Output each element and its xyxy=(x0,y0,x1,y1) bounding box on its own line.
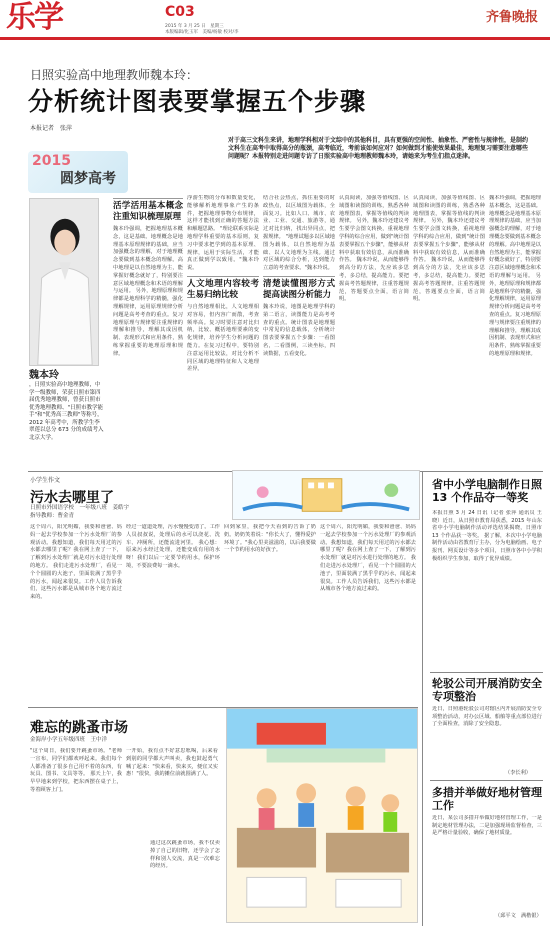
story1-title: 污水去哪里了 xyxy=(30,490,114,506)
story-section-label: 小学生作文 xyxy=(30,477,61,484)
story1-column-2 xyxy=(126,524,220,702)
story1-meta xyxy=(30,504,230,520)
flea-market-illustration xyxy=(226,708,418,923)
side-item3-author: （邱平文 满楷银） xyxy=(495,913,542,919)
feature-column-6 xyxy=(489,195,541,465)
story2-paragraph: 一开始，我有点不好意思吆喝，后来看到别的同学都大声叫卖，我也鼓起勇气喊了起来："快来看，快来买，便宜又实惠！"很快，我的摊位前就围满了人。 xyxy=(126,748,218,778)
side-item2-text: 近日，日照港轮驳公司对辖区内开展消防安全专项整治活动，对办公区域、船舶等重点部位进行了全面检查，消除了安全隐患。 xyxy=(432,706,542,728)
story1-author: 日照市外国语学校 一年级八班 姜皓宇 xyxy=(30,505,130,511)
side-item2-title: 轮驳公司开展消防安全专项整治 xyxy=(432,677,542,703)
story1-column-1 xyxy=(30,524,122,702)
section-logo: 乐学 xyxy=(6,0,62,35)
feature-column-1 xyxy=(113,195,183,465)
feature-subhead-2: 人文地理内容较考生易归纳比较 xyxy=(187,276,259,301)
teacher-name: 魏本玲 xyxy=(29,370,59,381)
article-byline: 本报记者 张萍 xyxy=(30,125,73,132)
feature-paragraph: 魏本玲说，地图是地理学科的第二语言，读图能力是高考考查的重点。统计图表是地理题中常见的信息载体，分析统计图表要掌握五个步骤：一看图名，二看图例，三读坐标，四读数据，五看变化。 xyxy=(263,303,335,357)
story1-paragraph: 这个周六，阳光明媚，我要和爸爸、妈妈一起去学校参加一个污水处理厂的参观活动。我想知道，我们每天用过的污水都去哪里了呢？我在网上查了一下，了解到污水处理厂就是对污水进行处理的地方。 我们走进污水处理厂，看见一个个圆圆的大池子，里面装满了黑乎乎的污水，闻起来很臭。工作人员告诉我们，这些污水都是从城市各个地方流过来的。 xyxy=(320,524,416,593)
feature-subhead-1: 活学活用基本概念注重知识梳理原理 xyxy=(113,198,183,223)
story1-paragraph: 这个周六，阳光明媚，我要和爸爸、妈妈一起去学校参加一个污水处理厂的参观活动。我想知道，我们每天用过的污水都去哪里了呢？我在网上查了一下，了解到污水处理厂就是对污水进行处理的地方。 我们走进污水处理厂，看见一个个圆圆的大池子，里面装满了黑乎乎的污水，闻起来很臭。工作人员告诉我们，这些污水都是从城市各个地方流过来的。 xyxy=(30,524,122,601)
sidebar-divider xyxy=(430,672,543,673)
sidebar-divider xyxy=(422,471,423,926)
story1-paragraph: 回到家里，我把今天看到的告诉了奶奶。奶奶笑着说："你长大了，懂得爱护环境了。"我心里美滋滋的，以后我要做一个节约用水的好孩子。 xyxy=(224,524,316,554)
side-item3-text: 近日，某公司多措并举做好地材管理工作，一是制定地材管理办法，二是加强现场监督检查，三是严格计量验收，确保了地材质量。 xyxy=(432,815,542,837)
feature-column-2 xyxy=(187,195,259,465)
article-headline: 分析统计图表要掌握五个步骤 xyxy=(28,87,367,116)
story2-title: 难忘的跳蚤市场 xyxy=(30,720,128,736)
side-item3-title: 多措并举做好地材管理工作 xyxy=(432,786,542,812)
story1-teacher: 指导教师：曹金青 xyxy=(30,513,75,519)
editor-credits: 本版编辑/化玉军 美编/杨敏 校对/李 xyxy=(165,30,239,35)
feature-paragraph: 认真阅读，加强等值线图、区域图和读图的训练，熟悉各种地理图表，掌握等值线的判读规律。 另外，魏本玲还建议考生要学会图文转换，重视地理学科的综合应用，做到"统计图表要掌握五个步骤"，能够从材料中获取有效信息，从而准确作答。 魏本玲说，从而能够得到高分的方法，先应该多思考，多总结，提高能力。要把握高考答题规律，注重答题规范，答题要点全面，语言简明。 xyxy=(339,195,409,303)
feature-paragraph: 认真阅读，加强等值线图、区域图和读图的训练，熟悉各种地理图表，掌握等值线的判读规律。 另外，魏本玲还建议考生要学会图文转换，重视地理学科的综合应用，做到"统计图表要掌握五个步骤"，能够从材料中获取有效信息，从而准确作答。 魏本玲说，从而能够得到高分的方法，先应该多思考，多总结，提高能力。要把握高考答题规律，注重答题规范，答题要点全面，语言简明。 xyxy=(413,195,485,303)
story1-paragraph: 经过一道道处理，污水慢慢变清了。工作人员叔叔说，处理后的水可以浇花、洗车、冲厕所，还能流进河里。 我心想：原来污水经过处理，还能变成有用的水呀！我们以后一定要节约用水，保护环境，不要浪费每一滴水。 xyxy=(126,524,220,569)
feature-subhead-3: 清楚读懂图形方式提高读图分析能力 xyxy=(263,276,335,301)
sidebar-divider xyxy=(430,780,543,781)
teacher-photo xyxy=(29,198,99,366)
story1-column-4 xyxy=(320,524,416,702)
sewage-illustration xyxy=(232,470,420,520)
article-kicker: 日照实验高中地理教师魏本玲： xyxy=(30,68,199,82)
side-item1-text: 本报日照 3 月 24 日讯（记者 张萍 通讯员 王晓）近日，从日照市教育局获悉，2015 年山东省中小学电脑制作活动评选结果揭晓，日照市 13 个作品获一等奖。 据了解，本次中小学电脑制作活动由省教育厅主办，分为电脑绘画、电子报刊、网页设计等多个项目，日照市各中小学积极组织学生参加，取得了优异成绩。 xyxy=(432,510,542,562)
feature-paragraph: 浮游生物的分布和数量变化，能够解析地理事象产生的条件，把握地理事物分布规律，这样才能找到正确的答题方法和解题思路。 "理论联系实际是地理学科重要的基本原则，复习中要求把学到的基本原理、规律，运用于实际生活，才能真正做到学以致用。"魏本玲说。 xyxy=(187,195,259,272)
story2-column-1 xyxy=(30,748,122,926)
story2-paragraph: 通过这次跳蚤市场，我不仅卖掉了自己的旧物，还学会了怎样和别人交流，真是一次难忘的经历。 xyxy=(150,840,220,870)
masthead-rule xyxy=(0,37,550,40)
story1-column-3 xyxy=(224,524,316,702)
banner-title: 圆梦高考 xyxy=(60,171,116,187)
publish-date: 2015 年 3 月 25 日 星期三 xyxy=(165,24,224,29)
banner-year: 2015 xyxy=(32,153,71,169)
masthead-meta xyxy=(165,24,305,36)
side-item1-title: 省中小学电脑制作日照 13 个作品夺一等奖 xyxy=(432,478,542,504)
newspaper-logo: 齐鲁晚报 xyxy=(485,10,538,25)
feature-paragraph: 魏本玲强调，把握地理基本概念，这是基础。地理概念是地理基本原理规律的基础，应当加强概念的理解，对于地理概念要做到基本概念的理解。高中地理是以自然地理为主，能掌握好概念就好了，特别要注意区域地理概念和术语的理解与运用。 另外，地理原理和规律都是地理科学的精髓，强化理解规律，运用原理规律分析问题是高考考查的重点。复习地理原理与规律要注重规律的理解和推导，理解其成因机制、表现形式和应用条件，熟练掌握重要的地理原理和规律。 xyxy=(113,226,183,357)
side-item2-author: （李长利） xyxy=(505,770,531,776)
teacher-bio-text: ，日照实验高中地理教师，中学一级教师，荣获日照市第四届优秀地理教师，曾获日照市优秀地理教师、"日照市教学能手"和"优秀高三教师"等称号，2012 年高考中，所教学生李翠莲以总分 673 分的成绩考入北京大学。 xyxy=(29,382,104,441)
teacher-bio xyxy=(29,370,104,442)
feature-column-4 xyxy=(339,195,409,465)
story2-column-3 xyxy=(150,840,220,926)
story2-paragraph: "这个周日，我们要开跳蚤市场。"老师一宣布，同学们都欢呼起来。我们每个人都准备了很多自己用不着的东西，有玩具、图书、文具等等。 那天上午，我早早地来到学校，把东西摆在桌子上，等着顾客上门。 xyxy=(30,748,122,793)
feature-column-5 xyxy=(413,195,485,465)
page-code: C03 xyxy=(165,4,195,20)
article-intro: 对于高三文科生来讲，地理学科相对于文综中的其他科目，具有更强的空间性、抽象性、严密性与规律性，是制约文科生在高考中取得高分的瓶颈，高考临近，考前该如何应对？如何做到才能使效果最佳，地理复习需要注意哪些问题呢？本报特别走进问题专访了日照实验高中地理教师魏本玲，请她来为考生们指点迷津。 xyxy=(228,137,529,160)
feature-paragraph: 结合社会热点，抓住重要的时政热点，以区域图为载体，全面复习。比如人口、城市、农业、工业、交通、旅游等，通过对比归纳，找出异同点，把握规律。 "地理试题多以区域地图为载体，以自然地理为基础、以人文地理为主线。通过对区域的综合分析，达到能力立意的考查要求。"魏本玲说。 xyxy=(263,195,335,272)
feature-paragraph: 魏本玲强调，把握地理基本概念，这是基础。地理概念是地理基本原理规律的基础，应当加强概念的理解，对于地理概念要做到基本概念的理解。高中地理是以自然地理为主，能掌握好概念就好了，特别要注意区域地理概念和术语的理解与运用。 另外，地理原理和规律都是地理科学的精髓，强化理解规律，运用原理规律分析问题是高考考查的重点。复习地理原理与规律要注重规律的理解和推导，理解其成因机制、表现形式和应用条件，熟练掌握重要的地理原理和规律。 xyxy=(489,195,541,357)
feature-paragraph: 与自然地理相比，人文地理相对容易，但内容广而散，考查频率高。复习时要注意对比归纳，比较、概括地理要素的变化规律，培养学生分析问题的能力。在复习过程中，要特别注意运用比较法，对比分析不同区域的地理特征和人文地理差异。 xyxy=(187,303,259,373)
feature-column-3 xyxy=(263,195,335,465)
story2-meta: 金海岸小学五年级四班 王中洋 xyxy=(30,737,108,743)
